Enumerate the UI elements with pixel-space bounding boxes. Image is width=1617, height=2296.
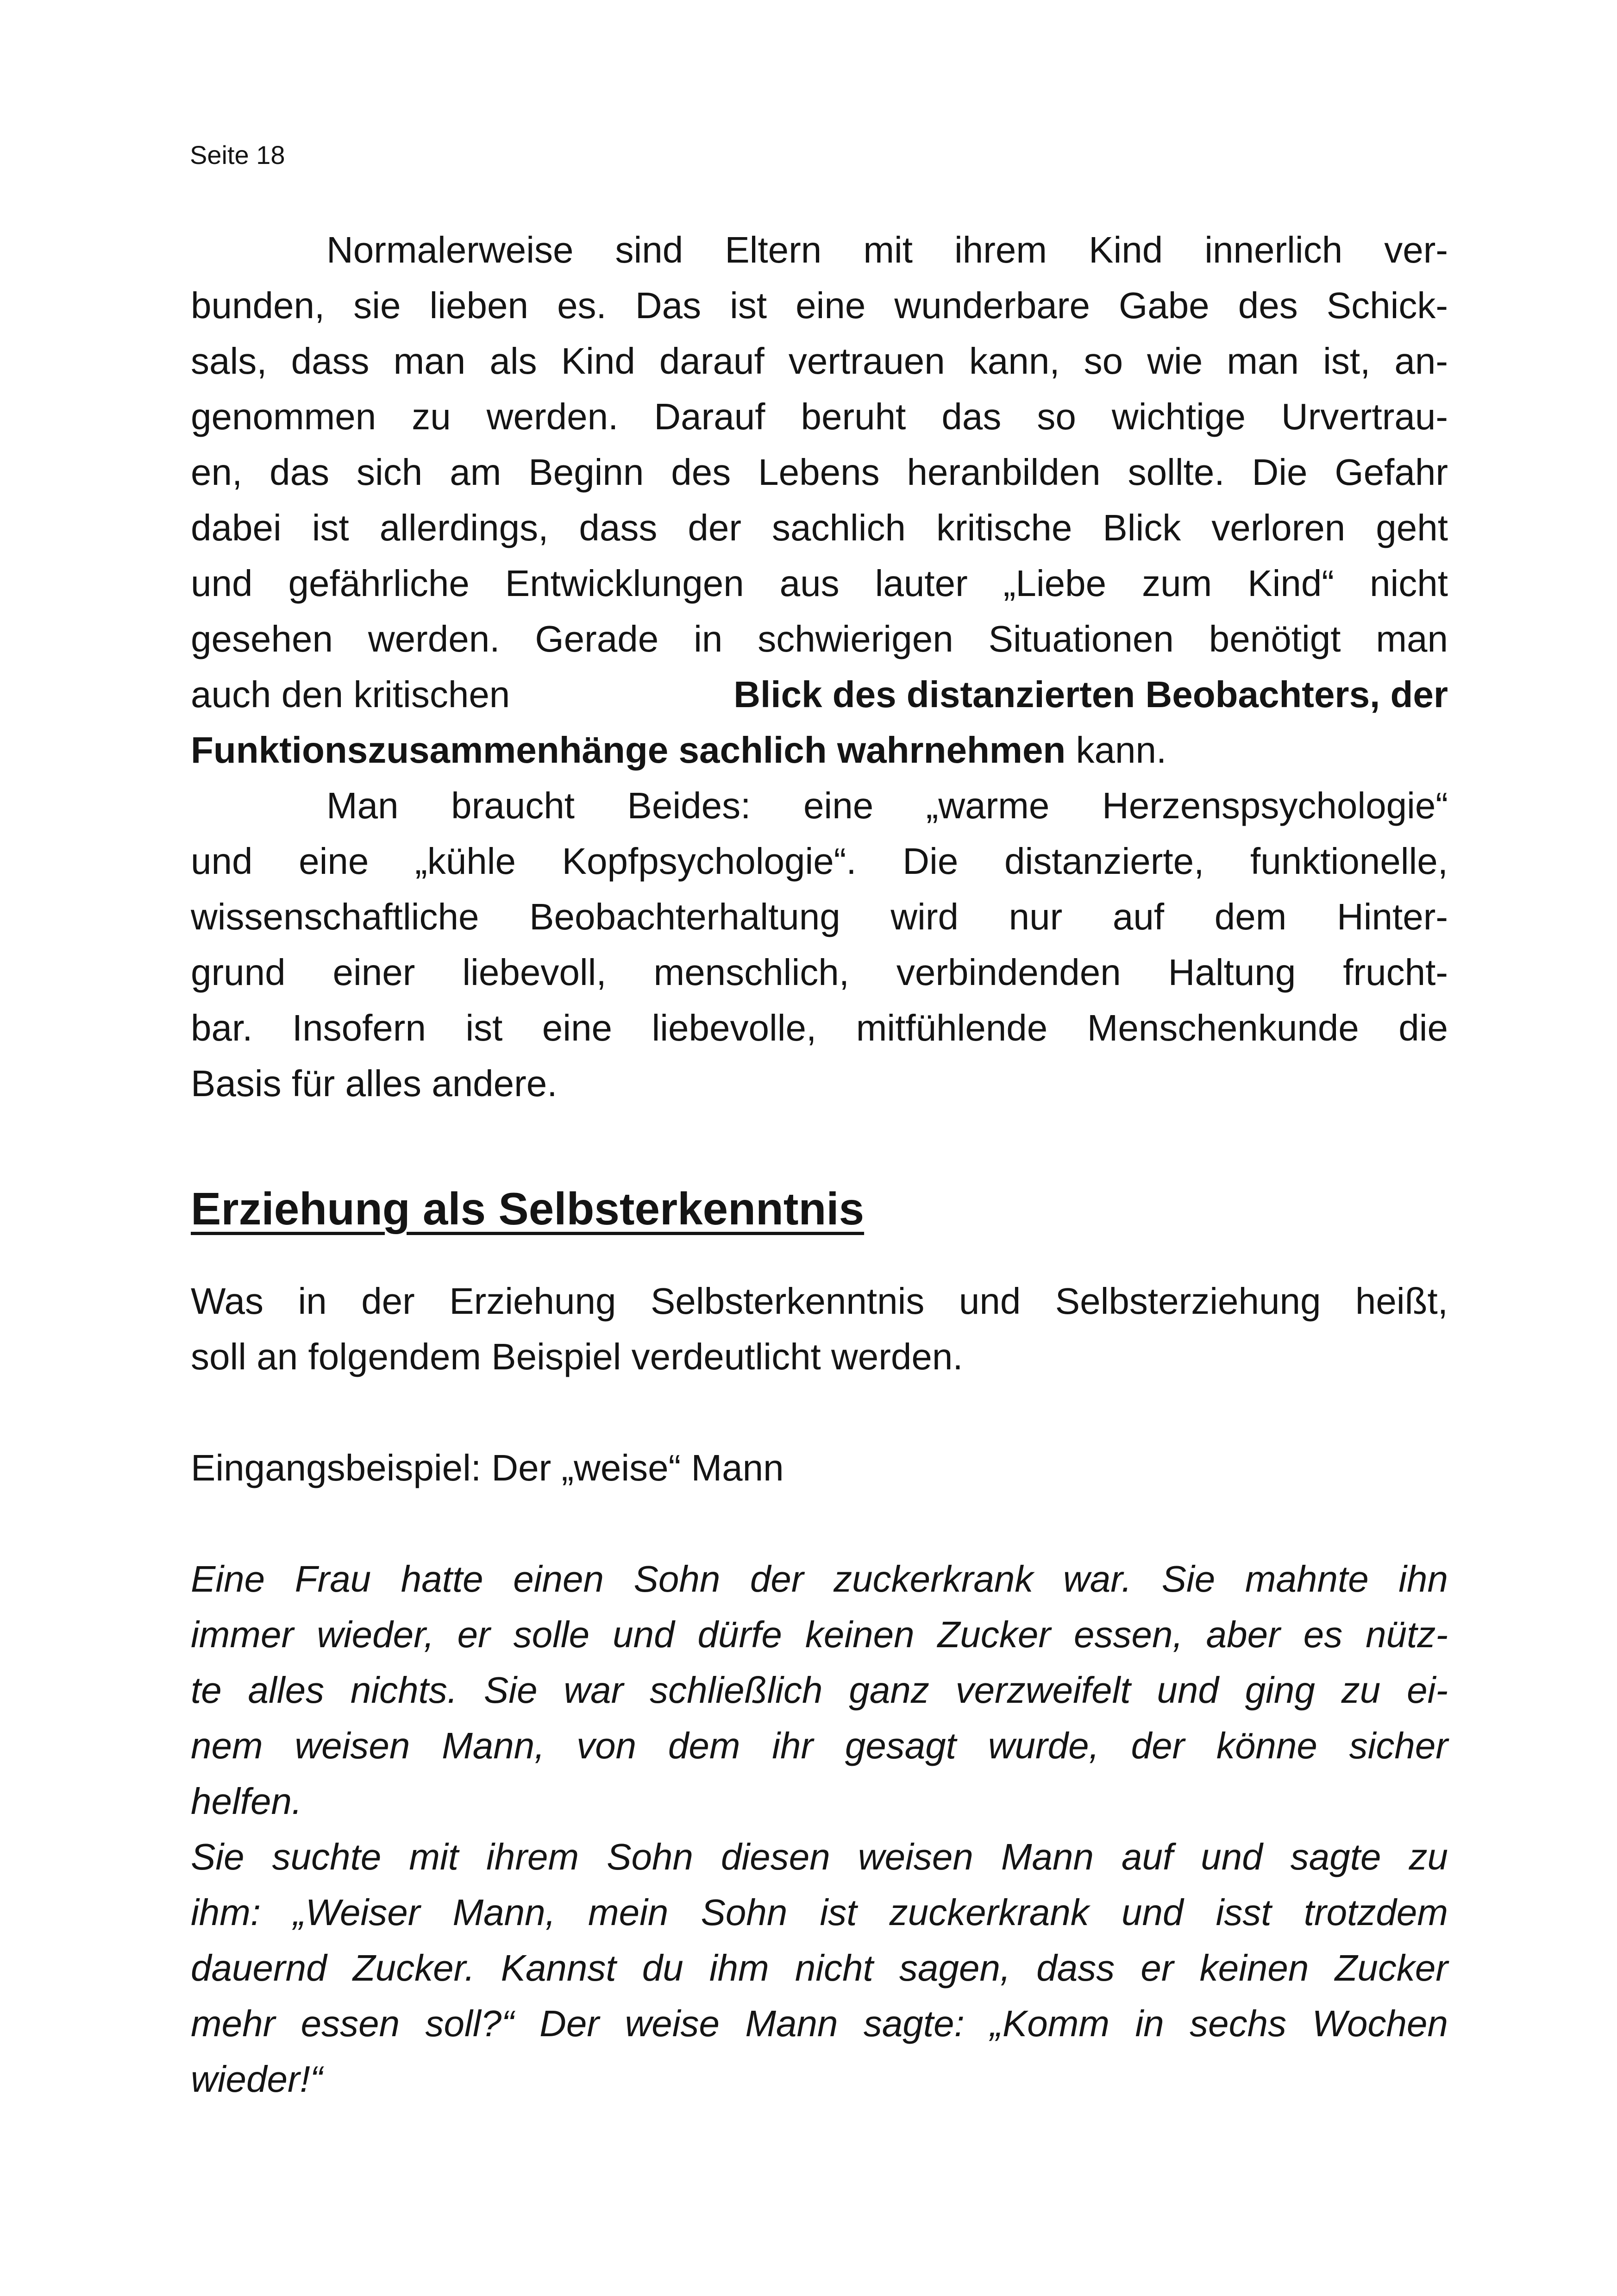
paragraph-line: grund einer liebevoll, menschlich, verbindenden Haltung frucht- [191, 952, 1448, 993]
paragraph-line [191, 667, 1448, 722]
story-line: wieder!“ [191, 2058, 323, 2100]
paragraph-line: Man braucht Beides: eine „warme Herzenspsychologie“ [326, 785, 1448, 826]
story-line: Sie suchte mit ihrem Sohn diesen weisen Mann auf und sagte zu [191, 1836, 1448, 1877]
plain-text: kann. [1065, 729, 1167, 771]
paragraph-line: sals, dass man als Kind darauf vertrauen kann, so wie man ist, an- [191, 340, 1448, 382]
paragraph-line: dabei ist allerdings, dass der sachlich kritische Blick verloren geht [191, 507, 1448, 548]
story-line: ihm: „Weiser Mann, mein Sohn ist zuckerkrank und isst trotzdem [191, 1892, 1448, 1933]
story-line: mehr essen soll?“ Der weise Mann sagte: „Komm in sechs Wochen [191, 2003, 1448, 2044]
page-number: Seite 18 [190, 140, 285, 169]
story-line: immer wieder, er solle und dürfe keinen Zucker essen, aber es nütz- [191, 1614, 1448, 1655]
paragraph-line: gesehen werden. Gerade in schwierigen Situationen benötigt man [191, 618, 1448, 659]
section-heading: Erziehung als Selbsterkenntnis [191, 1183, 865, 1234]
bold-text: Funktionszusammenhänge sachlich wahrnehmen [191, 729, 1066, 771]
paragraph-line [191, 722, 1448, 778]
paragraph-line: wissenschaftliche Beobachterhaltung wird nur auf dem Hinter- [191, 896, 1448, 937]
paragraph-line: soll an folgendem Beispiel verdeutlicht werden. [191, 1336, 963, 1377]
story-line: te alles nichts. Sie war schließlich ganz verzweifelt und ging zu ei- [191, 1669, 1448, 1711]
paragraph-line: und gefährliche Entwicklungen aus lauter „Liebe zum Kind“ nicht [191, 563, 1448, 604]
bold-text: Blick des distanzierten Beobachters, der [733, 674, 1448, 715]
paragraph-line: en, das sich am Beginn des Lebens heranbilden sollte. Die Gefahr [191, 452, 1448, 493]
paragraph-line: genommen zu werden. Darauf beruht das so wichtige Urvertrau- [191, 396, 1448, 437]
story-line: helfen. [191, 1781, 302, 1822]
paragraph-line: Was in der Erziehung Selbsterkenntnis und Selbsterziehung heißt, [191, 1280, 1448, 1322]
paragraph-line: bar. Insofern ist eine liebevolle, mitfühlende Menschenkunde die [191, 1007, 1448, 1048]
story-line: Eine Frau hatte einen Sohn der zuckerkrank war. Sie mahnte ihn [191, 1558, 1448, 1600]
paragraph-line: Normalerweise sind Eltern mit ihrem Kind innerlich ver- [326, 229, 1448, 270]
example-title: Eingangsbeispiel: Der „weise“ Mann [191, 1447, 784, 1488]
story-line: nem weisen Mann, von dem ihr gesagt wurde, der könne sicher [191, 1725, 1448, 1766]
plain-text: auch den kritischen [191, 674, 520, 715]
paragraph-line: Basis für alles andere. [191, 1063, 558, 1104]
story-line: dauernd Zucker. Kannst du ihm nicht sagen, dass er keinen Zucker [191, 1947, 1448, 1989]
paragraph-line: und eine „kühle Kopfpsychologie“. Die distanzierte, funktionelle, [191, 841, 1448, 882]
paragraph-line: bunden, sie lieben es. Das ist eine wunderbare Gabe des Schick- [191, 285, 1448, 326]
